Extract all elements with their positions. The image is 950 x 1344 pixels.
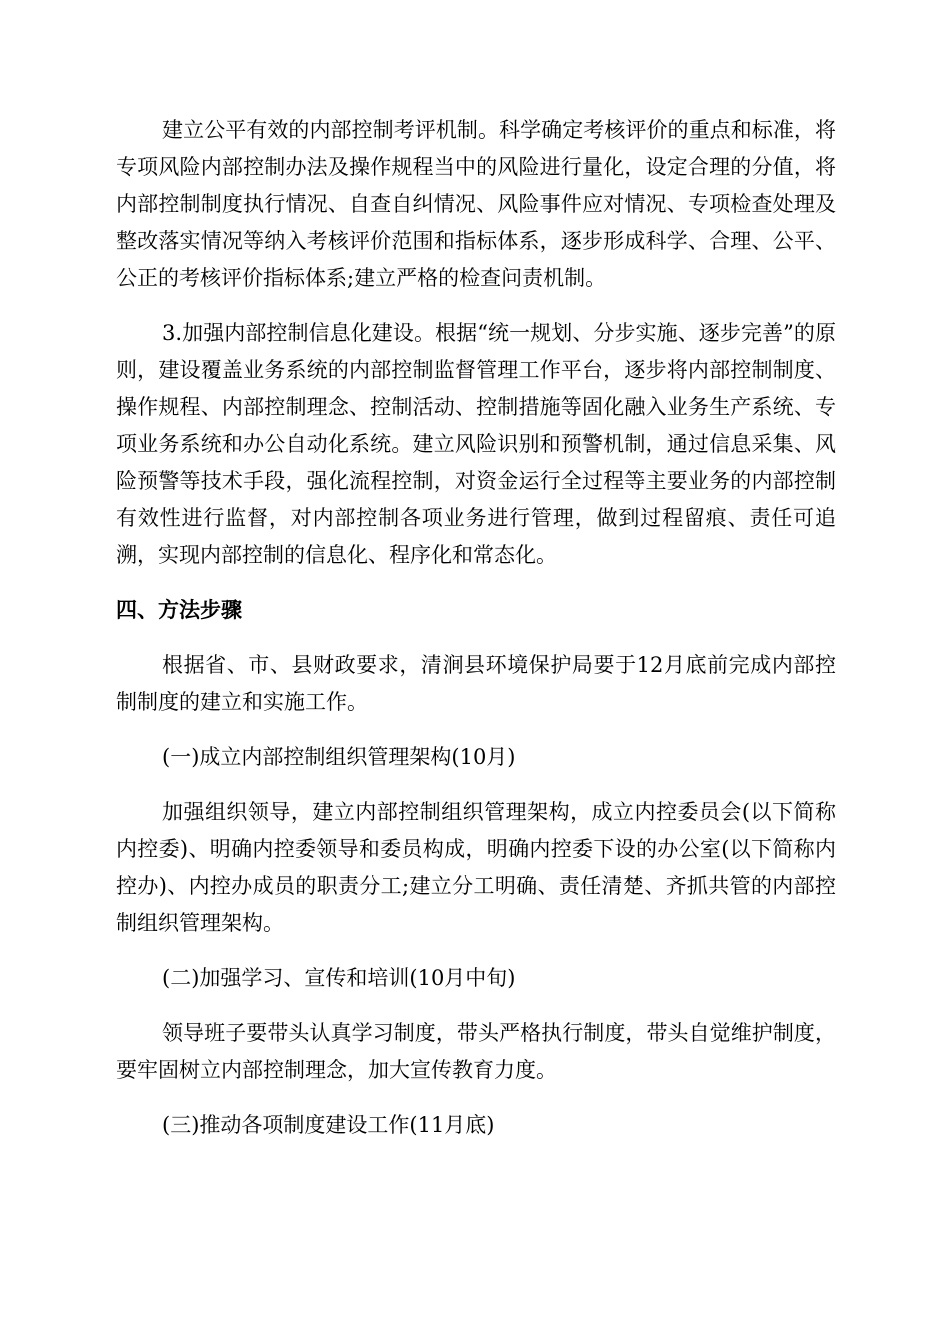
subheading-step-2: (二)加强学习、宣传和培训(10月中旬): [162, 966, 516, 990]
paragraph-organization: 加强组织领导，建立内部控制组织管理架构，成立内控委员会(以下简称内控委)、明确内控委领导和委员构成，明确内控委下设的办公室(以下简称内控办)、内控办成员的职责分工;建立分工明确、责任清楚、齐抓共管的内部控制组织管理架构。: [116, 800, 836, 935]
section-heading-methods: 四、方法步骤: [116, 598, 242, 622]
paragraph-evaluation-mechanism: 建立公平有效的内部控制考评机制。科学确定考核评价的重点和标准，将专项风险内部控制办法及操作规程当中的风险进行量化，设定合理的分值，将内部控制制度执行情况、自查自纠情况、风险事件应对情况、专项检查处理及整改落实情况等纳入考核评价范围和指标体系，逐步形成科学、合理、公平、公正的考核评价指标体系;建立严格的检查问责机制。: [116, 118, 836, 290]
subheading-step-3: (三)推动各项制度建设工作(11月底): [162, 1113, 495, 1137]
subheading-step-1: (一)成立内部控制组织管理架构(10月): [162, 745, 516, 769]
document-page: [116, 112, 836, 1162]
paragraph-informatization: 3.加强内部控制信息化建设。根据“统一规划、分步实施、逐步完善”的原则，建设覆盖业务系统的内部控制监督管理工作平台，逐步将内部控制制度、操作规程、内部控制理念、控制活动、控制措施等固化融入业务生产系统、专项业务系统和办公自动化系统。建立风险识别和预警机制，通过信息采集、风险预警等技术手段，强化流程控制，对资金运行全过程等主要业务的内部控制有效性进行监督，对内部控制各项业务进行管理，做到过程留痕、责任可追溯，实现内部控制的信息化、程序化和常态化。: [116, 321, 836, 567]
paragraph-deadline: 根据省、市、县财政要求，清涧县环境保护局要于12月底前完成内部控制制度的建立和实施工作。: [116, 653, 836, 714]
paragraph-training: 领导班子要带头认真学习制度，带头严格执行制度，带头自觉维护制度，要牢固树立内部控制理念，加大宣传教育力度。: [116, 1021, 836, 1082]
